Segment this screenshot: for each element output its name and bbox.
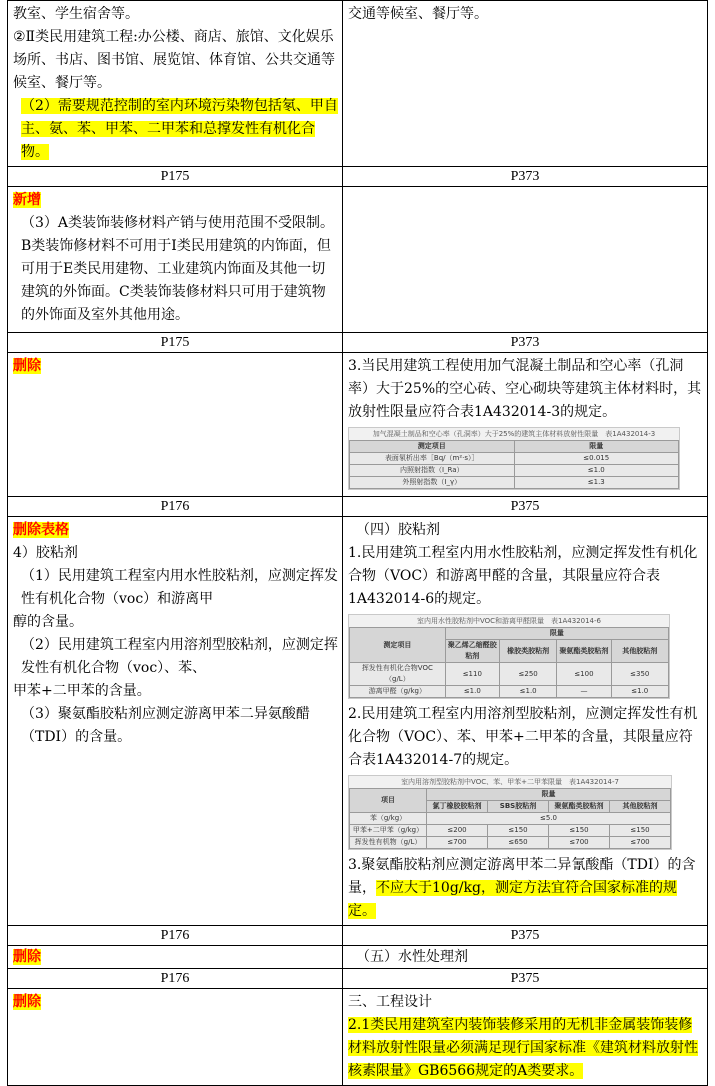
cell-left-3	[8, 353, 343, 497]
table-cell: ≤250	[499, 663, 556, 686]
table-cell: 外照射指数（I_γ）	[350, 477, 515, 489]
text-line: 4）胶粘剂	[13, 545, 78, 561]
table-cell: 挥发性有机物（g/L）	[350, 837, 427, 849]
cell-left-6	[8, 989, 343, 1086]
text-line: 交通等候室、餐厅等。	[348, 6, 488, 22]
table-cell: ≤150	[549, 825, 610, 837]
table-cell: 表面氡析出率［Bq/（m²·s）］	[350, 453, 515, 465]
table-cell: ≤150	[488, 825, 549, 837]
page-ref-right: P373	[343, 167, 708, 187]
page-ref-left: P176	[8, 926, 343, 946]
page-ref-left: P176	[8, 969, 343, 989]
page-ref-right: P375	[343, 969, 708, 989]
table-cell: 游离甲醛（g/kg）	[350, 686, 446, 698]
figure-caption: 室内用水性胶粘剂中VOC和游离甲醛限量 表1A432014-6	[416, 617, 601, 625]
comparison-table	[7, 0, 708, 1086]
cell-left-1	[8, 1, 343, 167]
table-cell: ≤110	[445, 663, 499, 686]
figure-caption: 室内用溶剂型胶粘剂中VOC、苯、甲苯+二甲苯限量 表1A432014-7	[401, 778, 619, 786]
text-line: （1）民用建筑工程室内用水性胶粘剂，应测定挥发性有机化合物（voc）和游离甲	[21, 568, 338, 607]
table-cell: ≤1.3	[514, 477, 679, 489]
added-tag: 新增	[13, 192, 41, 208]
table-cell: ≤700	[549, 837, 610, 849]
highlighted-text: 2.1类民用建筑室内装饰装修采用的无机非金属装饰装修材料放射性限量必须满足现行国家标准《建筑材料放射性核素限量》GB6566规定的A类要求。	[348, 1017, 698, 1079]
table-cell: —	[557, 686, 611, 698]
water-adhesive-limit-table	[349, 627, 669, 698]
header-cell: 限量	[427, 789, 671, 801]
page-ref-right: P373	[343, 333, 708, 353]
deleted-table-tag: 删除表格	[13, 522, 69, 538]
table-cell: ≤1.0	[445, 686, 499, 698]
table-cell: ≤0.015	[514, 453, 679, 465]
text-line: 教室、学生宿舍等。	[13, 6, 139, 22]
text-line: （2）民用建筑工程室内用溶剂型胶粘剂，应测定挥发性有机化合物（voc）、苯、	[21, 637, 338, 676]
text-line: （3）A类装饰装修材料产销与使用范围不受限制。B类装饰修材料不可用于Ⅰ类民用建筑的内饰面，但可用于E类民用建物、工业建筑内饰面及其他一切建筑的外饰面。C类装饰装修材料只可用于建筑物的外饰面及室外其他用途。	[21, 215, 335, 323]
table-cell: ≤650	[488, 837, 549, 849]
table-cell: ≤700	[609, 837, 670, 849]
header-cell: 氯丁橡胶胶粘剂	[427, 801, 488, 813]
header-cell: 聚氨酯类胶粘剂	[557, 640, 611, 663]
cell-right-3	[343, 353, 708, 497]
table-cell: ≤5.0	[427, 813, 671, 825]
cell-left-2	[8, 187, 343, 333]
deleted-tag: 删除	[13, 358, 41, 374]
section-title: 三、工程设计	[348, 994, 432, 1010]
figure-caption: 加气混凝土制品和空心率（孔洞率）大于25%的建筑主体材料放射性限量 表1A432014-3	[372, 430, 656, 438]
table-cell: ≤700	[427, 837, 488, 849]
text-line: （3）聚氨酯胶粘剂应测定游离甲苯二异氨酸醋（TDI）的含量。	[21, 706, 310, 745]
text-line: 1.民用建筑工程室内用水性胶粘剂，应测定挥发性有机化合物（VOC）和游离甲醛的含量，其限量应符合表1A432014-6的规定。	[348, 545, 698, 607]
header-cell: 限量	[514, 441, 679, 453]
text-line: 3.聚氨酯胶粘剂应测定游离甲苯二异氰酸酯（TDI）的含量，不应大于10g/kg，测定方法宜符合国家标准的规定。	[348, 857, 696, 919]
radiation-limit-table	[349, 440, 679, 489]
table-cell: ≤1.0	[514, 465, 679, 477]
header-cell: 限量	[445, 628, 668, 640]
header-cell: 项目	[350, 789, 427, 813]
table-cell: ≤1.0	[499, 686, 556, 698]
table-cell: ≤350	[611, 663, 668, 686]
cell-left-5	[8, 946, 343, 969]
text-line: 3.当民用建筑工程使用加气混凝土制品和空心率（孔洞率）大于25%的空心砖、空心砌块等建筑主体材料时，其放射性限量应符合表1A432014-3的规定。	[348, 358, 702, 420]
text-line: 甲苯+二甲苯的含量。	[13, 683, 151, 699]
header-cell: 橡胶类胶粘剂	[499, 640, 556, 663]
page-ref-right: P375	[343, 926, 708, 946]
table-cell: ≤150	[609, 825, 670, 837]
table-cell: 甲苯+二甲苯（g/kg）	[350, 825, 427, 837]
solvent-adhesive-limit-table	[349, 788, 671, 849]
section-title: （四）胶粘剂	[356, 522, 440, 538]
cell-right-1	[343, 1, 708, 167]
deleted-tag: 删除	[13, 994, 41, 1010]
scanned-table-figure	[348, 614, 670, 699]
page-ref-left: P175	[8, 167, 343, 187]
cell-right-2	[343, 187, 708, 333]
header-cell: 聚乙烯乙缩醛胶粘剂	[445, 640, 499, 663]
scanned-table-figure	[348, 427, 680, 490]
cell-right-6	[343, 989, 708, 1086]
text-line: ②Ⅱ类民用建筑工程:办公楼、商店、旅馆、文化娱乐场所、书店、图书馆、展览馆、体育馆、公共交通等候室、餐厅等。	[13, 29, 335, 91]
page-ref-left: P175	[8, 333, 343, 353]
table-cell: 苯（g/kg）	[350, 813, 427, 825]
header-cell: 测定项目	[350, 628, 446, 663]
deleted-tag: 删除	[13, 949, 41, 965]
table-cell: ≤100	[557, 663, 611, 686]
table-cell: ≤1.0	[611, 686, 668, 698]
highlighted-text: （2）需要规范控制的室内环境污染物包括氡、甲自主、氨、苯、甲苯、二甲苯和总撑发性有机化合物。	[21, 98, 338, 160]
header-cell: 聚氨酯类胶粘剂	[549, 801, 610, 813]
header-cell: 测定项目	[350, 441, 515, 453]
header-cell: 其他胶粘剂	[609, 801, 670, 813]
text-line: 2.民用建筑工程室内用溶剂型胶粘剂，应测定挥发性有机化合物（VOC）、苯、甲苯+二甲苯的含量，其限量应符合表1A432014-7的规定。	[348, 706, 698, 768]
cell-right-5	[343, 946, 708, 969]
table-cell: 内照射指数（I_Ra）	[350, 465, 515, 477]
section-title: （五）水性处理剂	[356, 949, 468, 965]
highlighted-text: 不应大于10g/kg，测定方法宜符合国家标准的规定。	[348, 880, 677, 919]
table-cell: ≤200	[427, 825, 488, 837]
page-ref-right: P375	[343, 497, 708, 517]
cell-right-4	[343, 517, 708, 926]
table-cell: 挥发性有机化合物VOC（g/L）	[350, 663, 446, 686]
scanned-table-figure	[348, 775, 672, 850]
page-ref-left: P176	[8, 497, 343, 517]
text-line: 醇的含量。	[13, 614, 83, 630]
cell-left-4	[8, 517, 343, 926]
header-cell: 其他胶粘剂	[611, 640, 668, 663]
header-cell: SBS胶粘剂	[488, 801, 549, 813]
